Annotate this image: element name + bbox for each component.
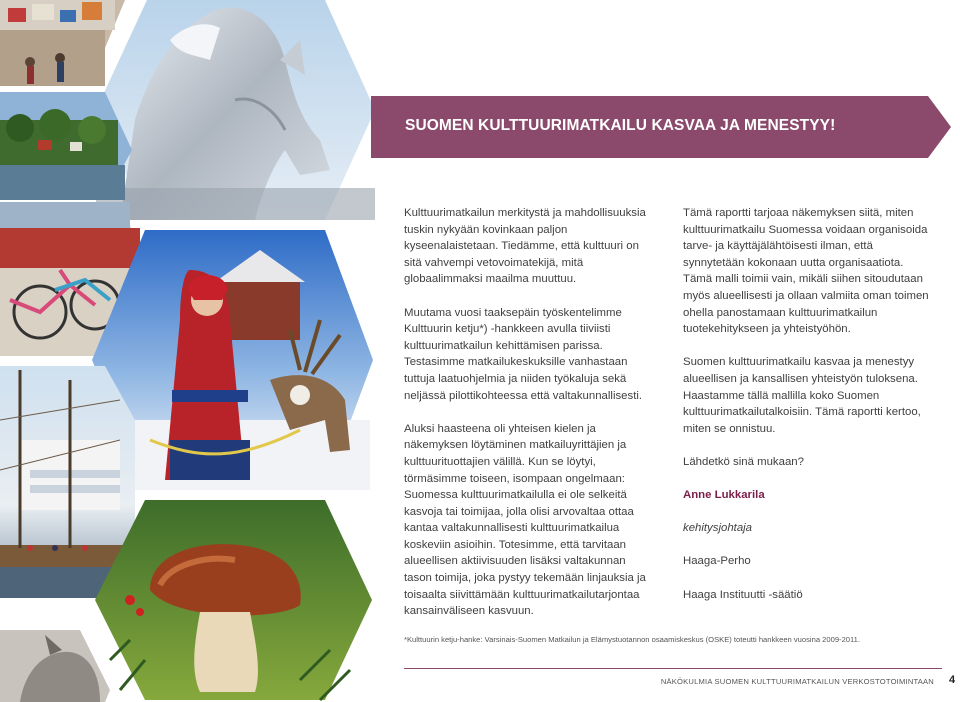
body-column-right xyxy=(683,205,933,620)
market-photo xyxy=(0,0,125,86)
ice-horse-sculpture-photo xyxy=(96,0,375,220)
lakeside-houses-photo xyxy=(0,92,132,200)
signature-block xyxy=(683,487,933,603)
paragraph: Lähdetkö sinä mukaan? xyxy=(683,455,804,468)
footnote: *Kulttuurin ketju-hanke: Varsinais-Suomen Matkailun ja Elämystuotannon osaamiskeskus (OSKE) toteutti hankkeen vuosina 2009-2011. xyxy=(404,635,861,644)
footer-divider xyxy=(404,668,942,669)
signature-name: Anne Lukkarila xyxy=(683,489,765,502)
paragraph: Aluksi haasteena oli yhteisen kielen ja näkemyksen löytäminen matkailuyrittäjien ja kulttuurituottajien välillä. Kun se löytyi, törmäsimme toiseen, isompaan ongelmaan: Suomessa kulttuurimatkailulla ei ole selkeitä kasvoja tai toimijaa, jolla olisi arvovaltaa ottaa kantaa valtakunnallisesti kulttuurimatkailua koskeviin asioihin. Totesimme, että tarvitaan alueellisen aktiivisuuden lisäksi valtakunnan tason toimija, joka pystyy tekemään linjauksia ja toisaalta siivittämään kulttuurimatkailutarjontaa kansainväliseen kasvuun. xyxy=(404,422,646,618)
wolf-photo xyxy=(0,630,110,702)
body-column-left xyxy=(404,205,652,636)
signature-org: Haaga Instituutti -säätiö xyxy=(683,588,803,601)
paragraph: Suomen kulttuurimatkailu kasvaa ja menestyy alueellisen ja kansallisen yhteistyön tuloksena. Haastamme tällä mallilla koko Suomen kulttuurimatkailutalkoisiin. Tämä raportti kertoo, miten se onnistuu. xyxy=(683,356,921,435)
hexagon-photo-collage xyxy=(0,0,380,702)
mushroom-photo xyxy=(95,500,372,700)
paragraph: Tämä raportti tarjoaa näkemyksen siitä, miten kulttuurimatkailu Suomessa voidaan organisoida tarve- ja käyttäjälähtöisesti ilman, että synnytetään kokonaan uutta organisaatiota. Tämä malli toimii vain, mikäli siihen sitoudutaan myös alueellisesti ja ollaan valmiita oman toimen ohella panostamaan kulttuurimatkailun tuotekehitykseen ja yhteistyöhön. xyxy=(683,207,929,336)
page-number: 4 xyxy=(949,674,956,686)
paragraph: Kulttuurimatkailun merkitystä ja mahdollisuuksia tuskin nykyään kovinkaan paljon kyseenalaistetaan. Tiedämme, että kulttuuri on sitä vahvempi vetovoimatekijä, mitä globaalimmaksi maailma muuttuu. xyxy=(404,207,646,286)
signature-title: kehitysjohtaja xyxy=(683,522,753,535)
paragraph: Muutama vuosi taaksepäin työskentelimme Kulttuurin ketju*) -hankkeen avulla tiiviisti kulttuurimatkailun kehittämisen parissa. Testasimme matkailukeskuksille vanhastaan tuttuja laatuohjelmia ja niiden työkaluja sekä neljässä pilottikohteessa että valtakunnallisesti. xyxy=(404,306,643,402)
running-head: NÄKÖKULMIA SUOMEN KULTTUURIMATKAILUN VERKOSTOTOIMINTAAN xyxy=(660,677,934,686)
page-title: SUOMEN KULTTUURIMATKAILU KASVAA JA MENESTYY! xyxy=(405,117,836,134)
signature-org: Haaga-Perho xyxy=(683,555,751,568)
